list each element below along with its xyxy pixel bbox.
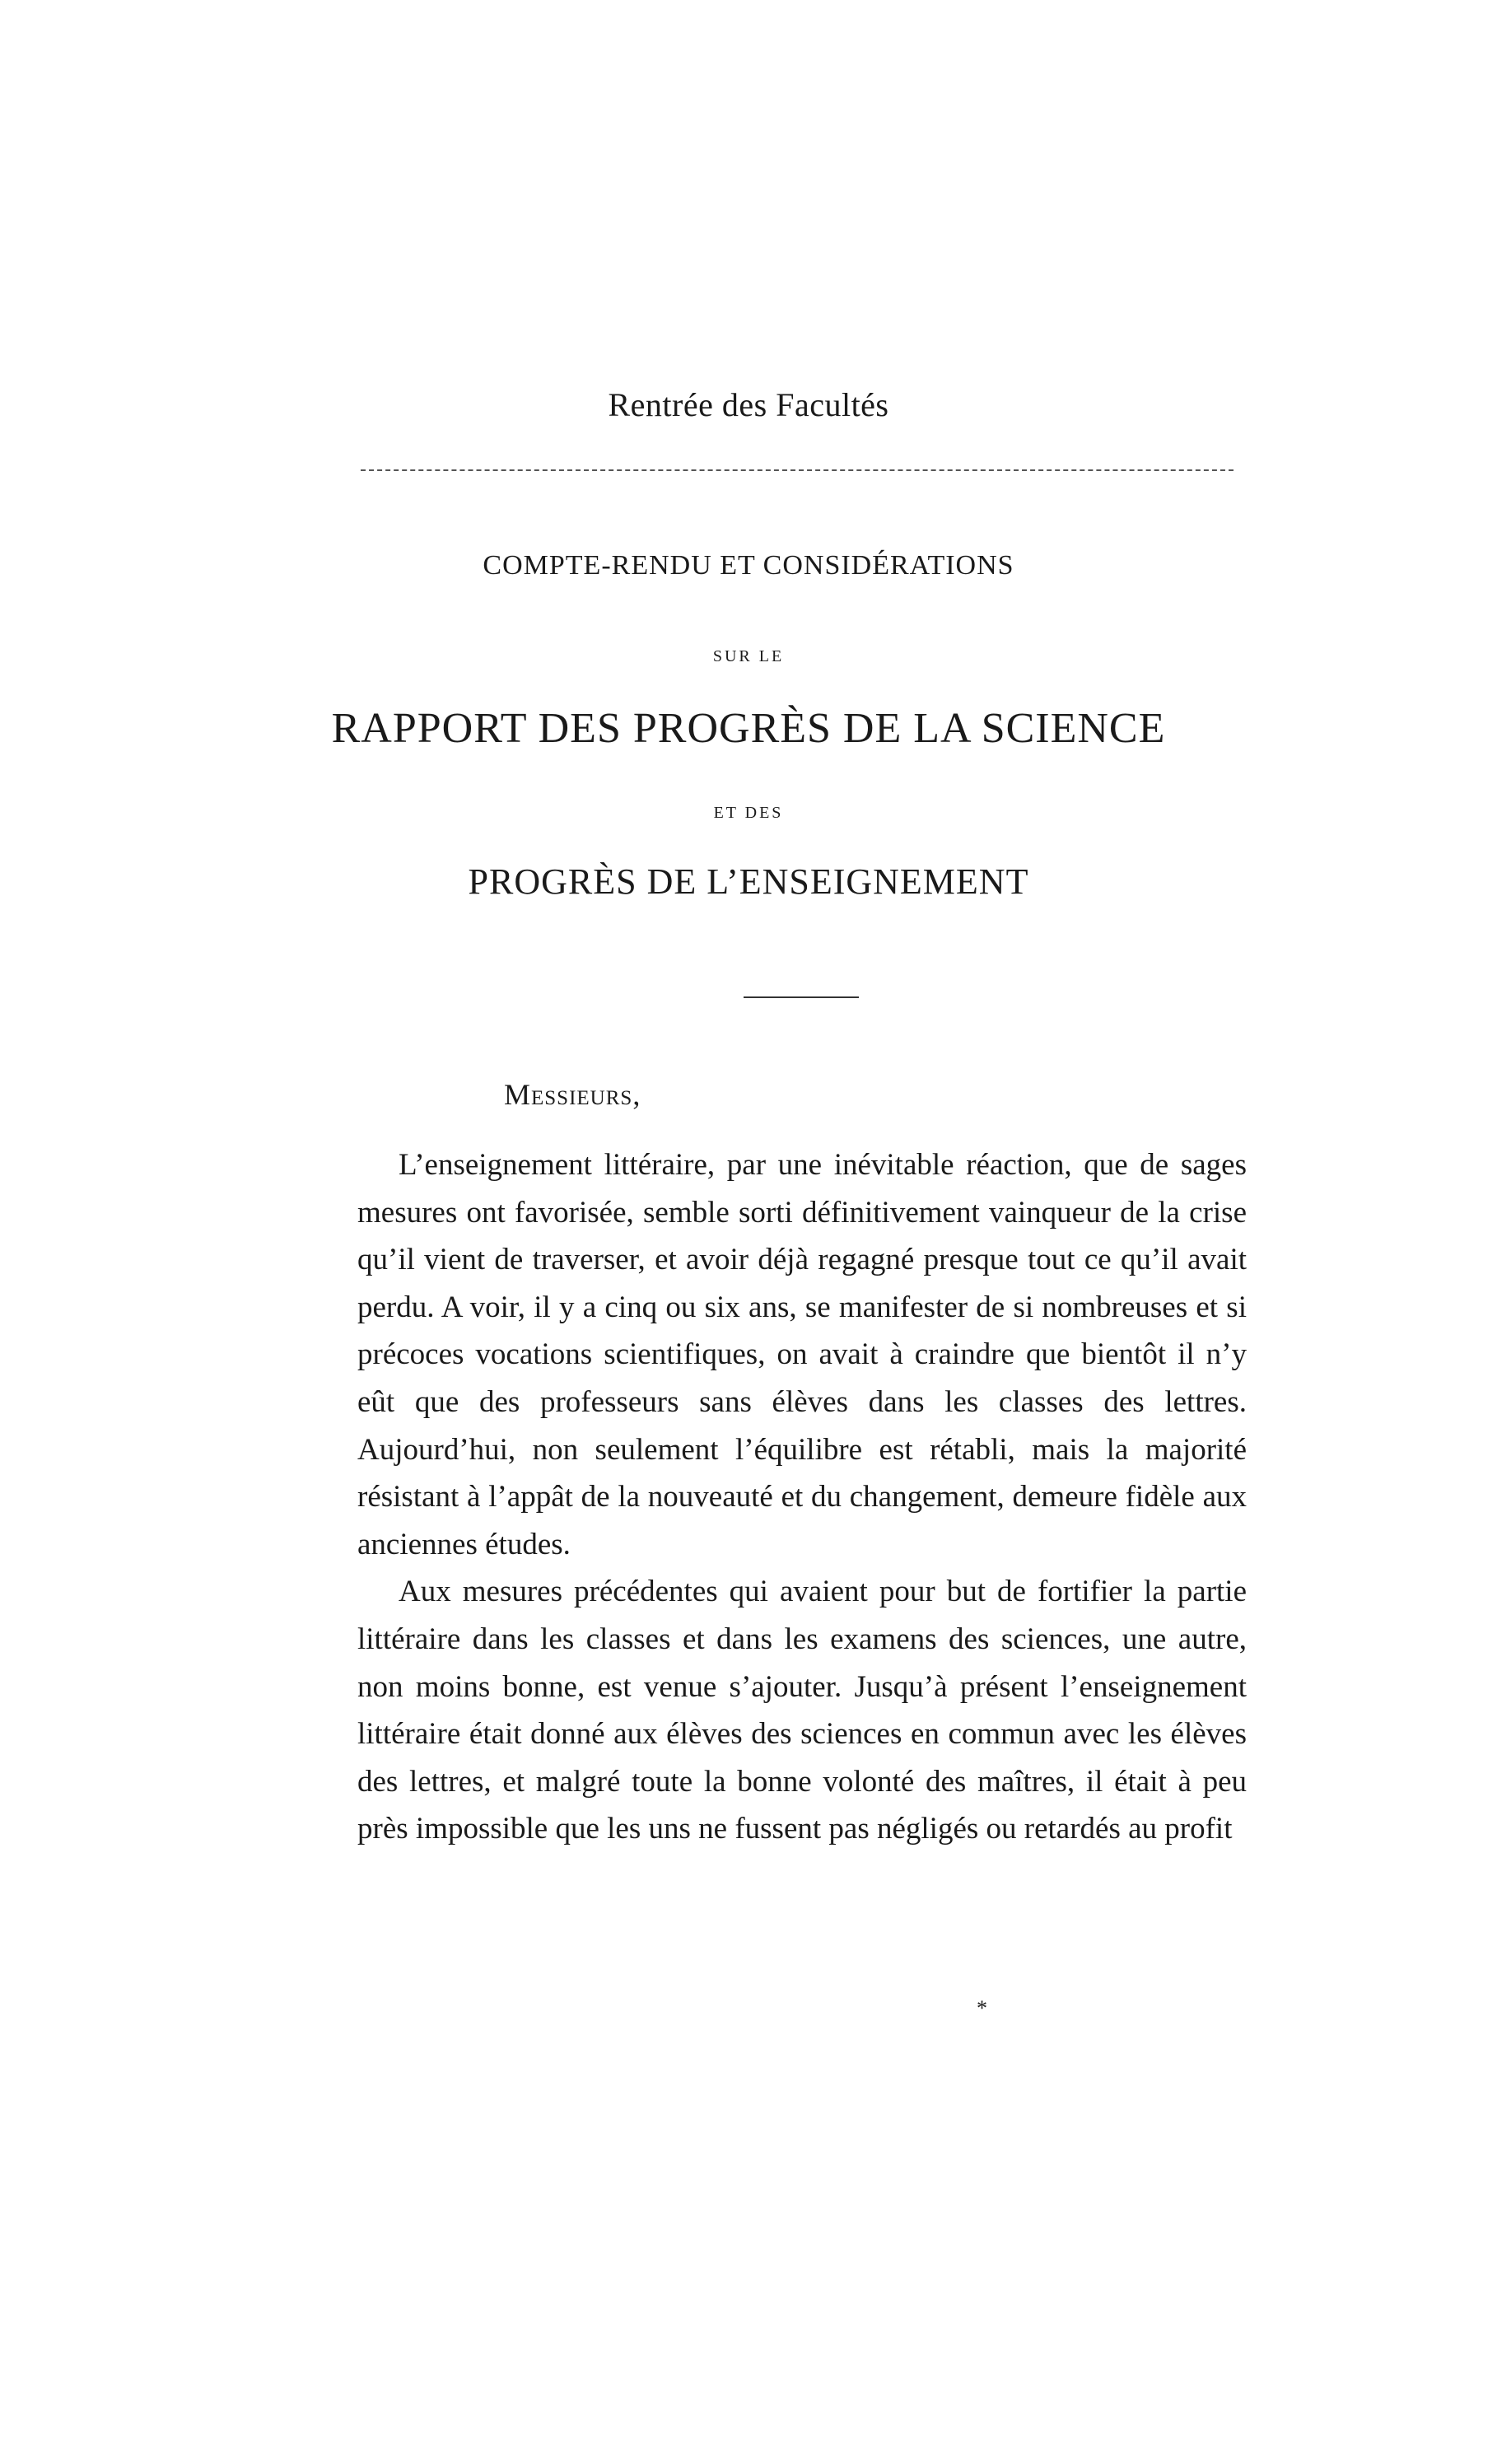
body-text bbox=[357, 1141, 1247, 1853]
title-line-5: PROGRÈS DE L’ENSEIGNEMENT bbox=[468, 861, 1029, 902]
running-head: Rentrée des Facultés bbox=[608, 386, 889, 423]
title-line-3: RAPPORT DES PROGRÈS DE LA SCIENCE bbox=[331, 705, 1166, 752]
header-rule bbox=[361, 469, 1234, 471]
title-rule bbox=[744, 996, 859, 998]
page-mark: * bbox=[977, 1996, 987, 2020]
salutation: Messieurs, bbox=[504, 1078, 641, 1111]
title-line-4: ET DES bbox=[713, 804, 784, 822]
paragraph-1: L’enseignement littéraire, par une inévitable réaction, que de sages mesures ont favorisée, semble sorti définitivement vainqueur de la crise qu’il vient de traverser, et avoir déjà regagné presque tout ce qu’il avait perdu. A voir, il y a cinq ou six ans, se manifester de si nombreuses et si précoces vocations scientifiques, on avait à craindre que bientôt il n’y eût que des professeurs sans élèves dans les classes des lettres. Aujourd’hui, non seulement l’équilibre est rétabli, mais la majorité résistant à l’appât de la nouveauté et du changement, demeure fidèle aux anciennes études. bbox=[357, 1148, 1247, 1561]
title-line-2: SUR LE bbox=[712, 647, 785, 665]
title-line-1: COMPTE-RENDU ET CONSIDÉRATIONS bbox=[483, 550, 1014, 581]
paragraph-2: Aux mesures précédentes qui avaient pour but de fortifier la partie littéraire dans les classes et dans les examens des sciences, une autre, non moins bonne, est venue s’ajouter. Jusqu’à présent l’enseignement littéraire était donné aux élèves des sciences en commun avec les élèves des lettres, et malgré toute la bonne volonté des maîtres, il était à peu près impossible que les uns ne fussent pas négligés ou retardés au profit bbox=[357, 1575, 1247, 1846]
